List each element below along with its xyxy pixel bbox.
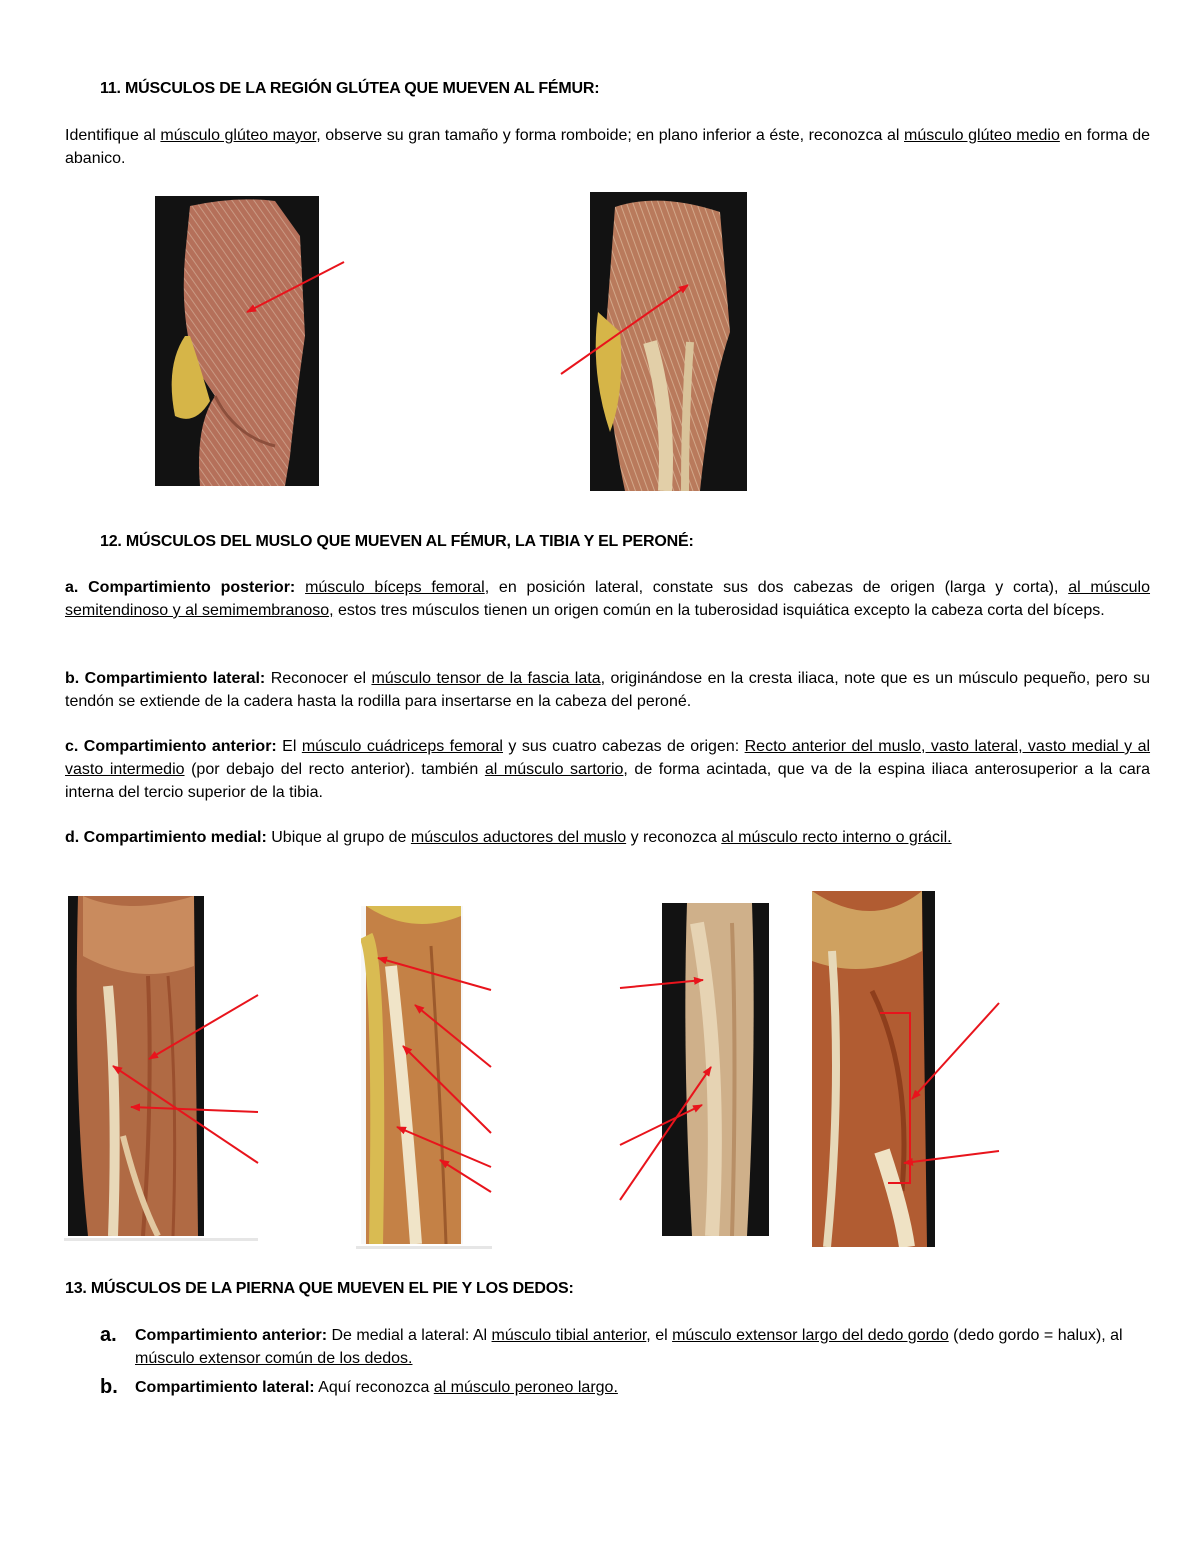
term-tibial-anterior: músculo tibial anterior [491, 1327, 647, 1344]
photo-gluteo-mayor [155, 196, 319, 486]
term-extensor-largo: músculo extensor largo del dedo gordo [672, 1327, 949, 1344]
photo-compartimiento-medial [812, 891, 935, 1247]
photo-underline [356, 1246, 492, 1249]
photo-compartimiento-lateral [361, 906, 463, 1244]
section-13-heading: 13. MÚSCULOS DE LA PIERNA QUE MUEVEN EL PIE Y LOS DEDOS: [65, 1280, 574, 1297]
term-biceps-femoral: músculo bíceps femoral [305, 579, 485, 596]
term-gracil: al músculo recto interno o grácil. [721, 829, 952, 846]
term-extensor-comun: músculo extensor común de los dedos. [135, 1350, 413, 1367]
photo-compartimiento-anterior [662, 903, 769, 1236]
section-12-b: b. Compartimiento lateral: Reconocer el músculo tensor de la fascia lata, originándose en la cresta iliaca, note que es un músculo pequeño, pero su tendón se extiende de la cadera hasta la rodilla para insertarse en la cabeza del peroné. [65, 670, 1150, 710]
section-11-heading: 11. MÚSCULOS DE LA REGIÓN GLÚTEA QUE MUEVEN AL FÉMUR: [100, 80, 600, 97]
section-11-intro: Identifique al músculo glúteo mayor, observe su gran tamaño y forma romboide; en plano inferior a éste, reconozca al músculo glúteo medio en forma de abanico. [65, 127, 1151, 167]
photo-compartimiento-posterior [68, 896, 204, 1236]
section-12-a: a. Compartimiento posterior: músculo bíceps femoral, en posición lateral, constate sus dos cabezas de origen (larga y corta), al músculo semitendinoso y al semimembranoso, estos tres músculos tienen un origen común en la tuberosidad isquiática excepto la cabeza corta del bíceps. [65, 579, 1151, 619]
photo-gluteo-medio [590, 192, 747, 491]
term-cuadriceps: músculo cuádriceps femoral [301, 738, 503, 755]
section-13-b: b. Compartimiento lateral: Aquí reconozca al músculo peroneo largo. [100, 1376, 618, 1398]
photo-underline [64, 1238, 258, 1241]
term-aductores: músculos aductores del muslo [410, 829, 627, 846]
term-tensor-fascia-lata: músculo tensor de la fascia lata [371, 670, 601, 687]
term-sartorio: al músculo sartorio [484, 761, 624, 778]
term-peroneo-largo: al músculo peroneo largo. [433, 1379, 618, 1396]
term-semitendinoso: al músculo semitendinoso y al semimembranoso, [65, 579, 1151, 619]
section-12-c: c. Compartimiento anterior: El músculo cuádriceps femoral y sus cuatro cabezas de origen: Recto anterior del muslo, vasto lateral, vasto medial y al vasto intermedio (por debajo del recto anterior). también al músculo sartorio, de forma acintada, que va de la espina iliaca anterosuperior a la cara interna del tercio superior de la tibia. [65, 738, 1151, 801]
term-gluteo-mayor: músculo glúteo mayor [160, 127, 317, 144]
list-marker-a: a. [100, 1324, 117, 1346]
section-12-heading: 12. MÚSCULOS DEL MUSLO QUE MUEVEN AL FÉMUR, LA TIBIA Y EL PERONÉ: [100, 533, 694, 550]
section-13-a: a. Compartimiento anterior: De medial a lateral: Al músculo tibial anterior, el músculo extensor largo del dedo gordo (dedo gordo = halux), al músculo extensor común de los dedos. [100, 1324, 1123, 1367]
term-gluteo-medio: músculo glúteo medio [904, 127, 1060, 144]
term-cabezas-cuadriceps: Recto anterior del muslo, vasto lateral, vasto medial y al vasto intermedio [65, 738, 1151, 778]
list-marker-b: b. [100, 1376, 118, 1398]
section-12-d: d. Compartimiento medial: Ubique al grupo de músculos aductores del muslo y reconozca al músculo recto interno o grácil. [65, 829, 952, 846]
